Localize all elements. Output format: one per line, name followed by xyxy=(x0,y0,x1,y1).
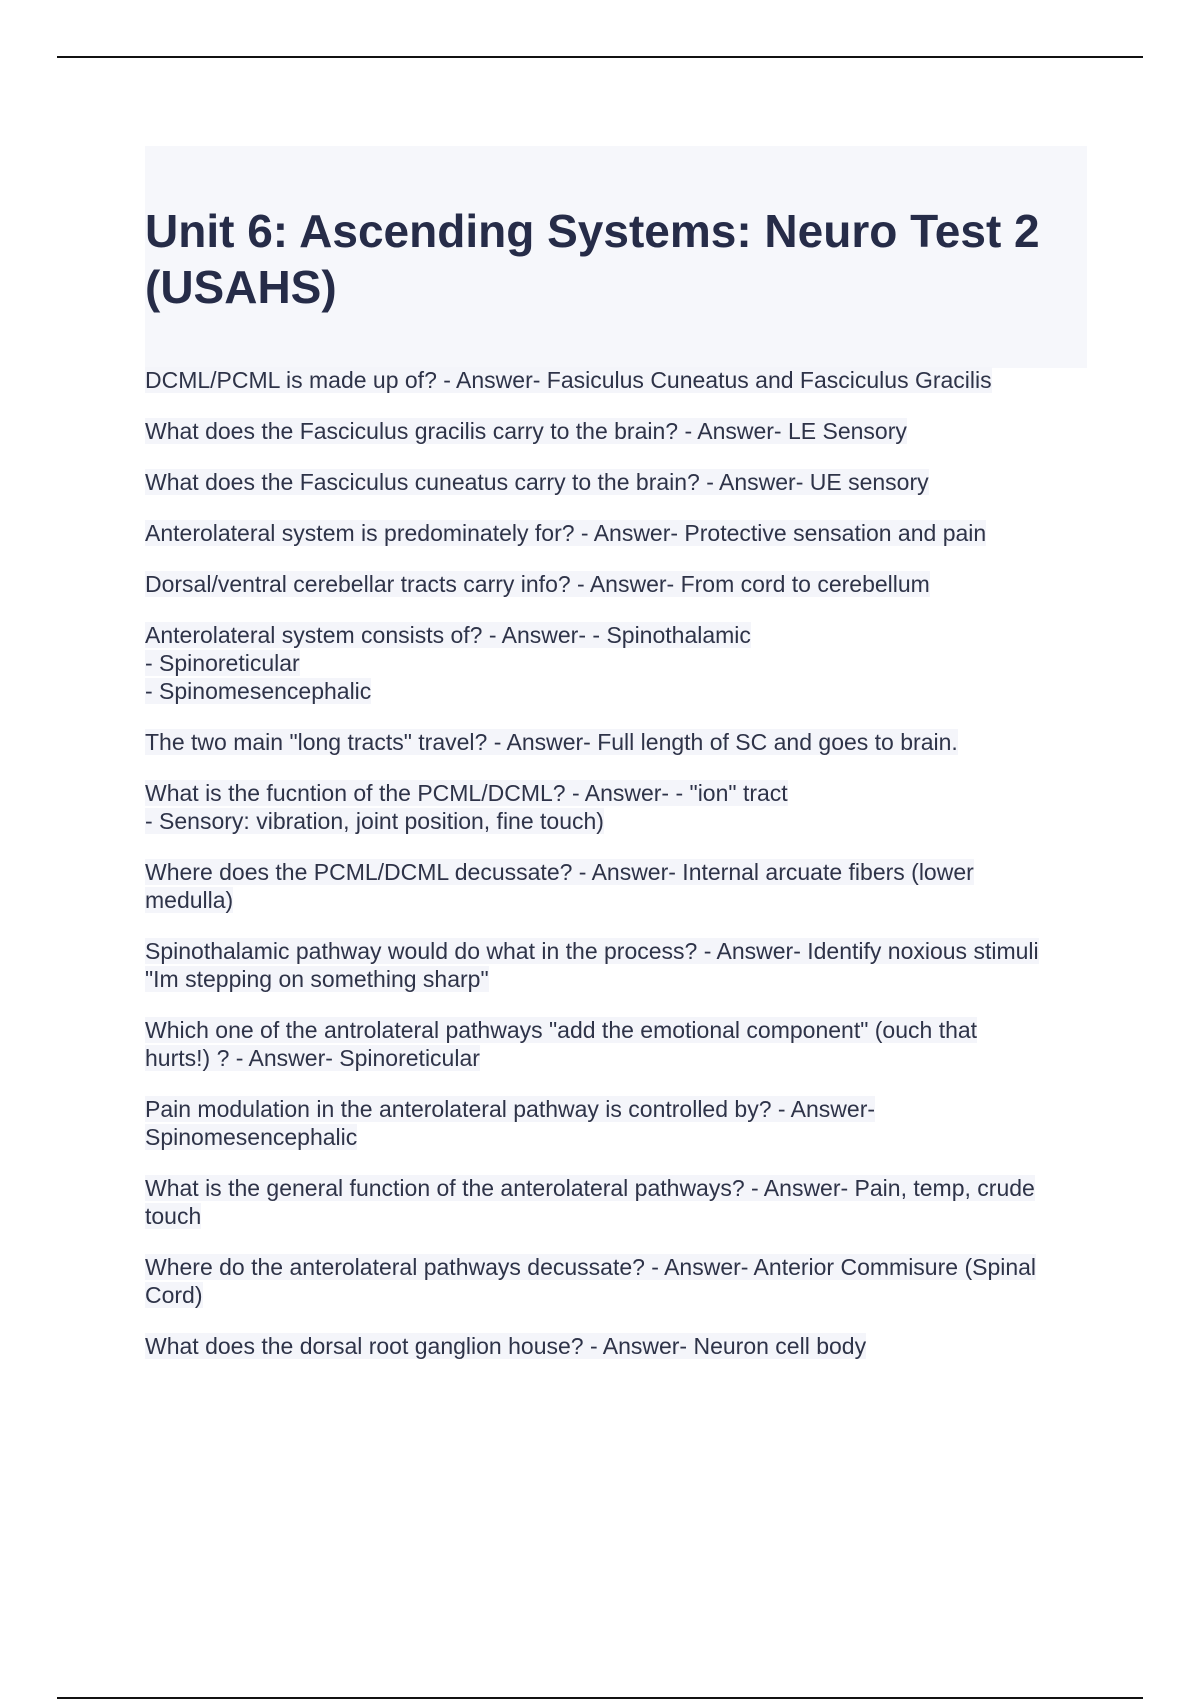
qa-text: touch xyxy=(145,1203,202,1229)
qa-item-1 xyxy=(145,366,1095,394)
qa-item-10 xyxy=(145,937,1095,993)
bottom-divider xyxy=(57,1697,1143,1699)
qa-item-4 xyxy=(145,519,1095,547)
qa-text: What does the Fasciculus gracilis carry to the brain? - Answer- LE Sensory xyxy=(145,418,907,444)
qa-item-2 xyxy=(145,417,1095,445)
qa-item-12 xyxy=(145,1095,1095,1151)
qa-item-7 xyxy=(145,728,1095,756)
qa-text: Anterolateral system consists of? - Answer- - Spinothalamic xyxy=(145,622,751,648)
qa-text: What is the fucntion of the PCML/DCML? - Answer- - "ion" tract xyxy=(145,780,788,806)
qa-text: - Spinoreticular xyxy=(145,650,300,676)
qa-text: hurts!) ? - Answer- Spinoreticular xyxy=(145,1045,480,1071)
qa-text: medulla) xyxy=(145,887,234,913)
qa-text: What does the Fasciculus cuneatus carry to the brain? - Answer- UE sensory xyxy=(145,469,929,495)
qa-text: What does the dorsal root ganglion house? - Answer- Neuron cell body xyxy=(145,1333,867,1359)
qa-text: Cord) xyxy=(145,1282,203,1308)
qa-text: Where does the PCML/DCML decussate? - Answer- Internal arcuate fibers (lower xyxy=(145,859,974,885)
qa-item-8 xyxy=(145,779,1095,835)
top-divider xyxy=(57,56,1143,58)
qa-text: Dorsal/ventral cerebellar tracts carry info? - Answer- From cord to cerebellum xyxy=(145,571,930,597)
qa-item-14 xyxy=(145,1253,1095,1309)
qa-text: Pain modulation in the anterolateral pathway is controlled by? - Answer- xyxy=(145,1096,876,1122)
qa-text: Spinomesencephalic xyxy=(145,1124,358,1150)
qa-item-15 xyxy=(145,1332,1095,1360)
qa-text: The two main "long tracts" travel? - Answer- Full length of SC and goes to brain. xyxy=(145,729,958,755)
qa-text: Spinothalamic pathway would do what in the process? - Answer- Identify noxious stimuli xyxy=(145,938,1039,964)
qa-item-11 xyxy=(145,1016,1095,1072)
qa-item-3 xyxy=(145,468,1095,496)
page-title: Unit 6: Ascending Systems: Neuro Test 2 (USAHS) xyxy=(145,205,1040,313)
qa-text: Which one of the antrolateral pathways "add the emotional component" (ouch that xyxy=(145,1017,978,1043)
qa-text: Where do the anterolateral pathways decussate? - Answer- Anterior Commisure (Spinal xyxy=(145,1254,1037,1280)
qa-text: - Sensory: vibration, joint position, fine touch) xyxy=(145,808,604,834)
qa-text: DCML/PCML is made up of? - Answer- Fasiculus Cuneatus and Fasciculus Gracilis xyxy=(145,367,992,393)
qa-item-5 xyxy=(145,570,1095,598)
qa-text: "Im stepping on something sharp" xyxy=(145,966,489,992)
qa-item-9 xyxy=(145,858,1095,914)
qa-text: What is the general function of the anterolateral pathways? - Answer- Pain, temp, crude xyxy=(145,1175,1035,1201)
qa-item-6 xyxy=(145,621,1095,705)
qa-text: Anterolateral system is predominately for? - Answer- Protective sensation and pain xyxy=(145,520,987,546)
qa-list xyxy=(145,366,1095,1383)
qa-text: - Spinomesencephalic xyxy=(145,678,372,704)
qa-item-13 xyxy=(145,1174,1095,1230)
